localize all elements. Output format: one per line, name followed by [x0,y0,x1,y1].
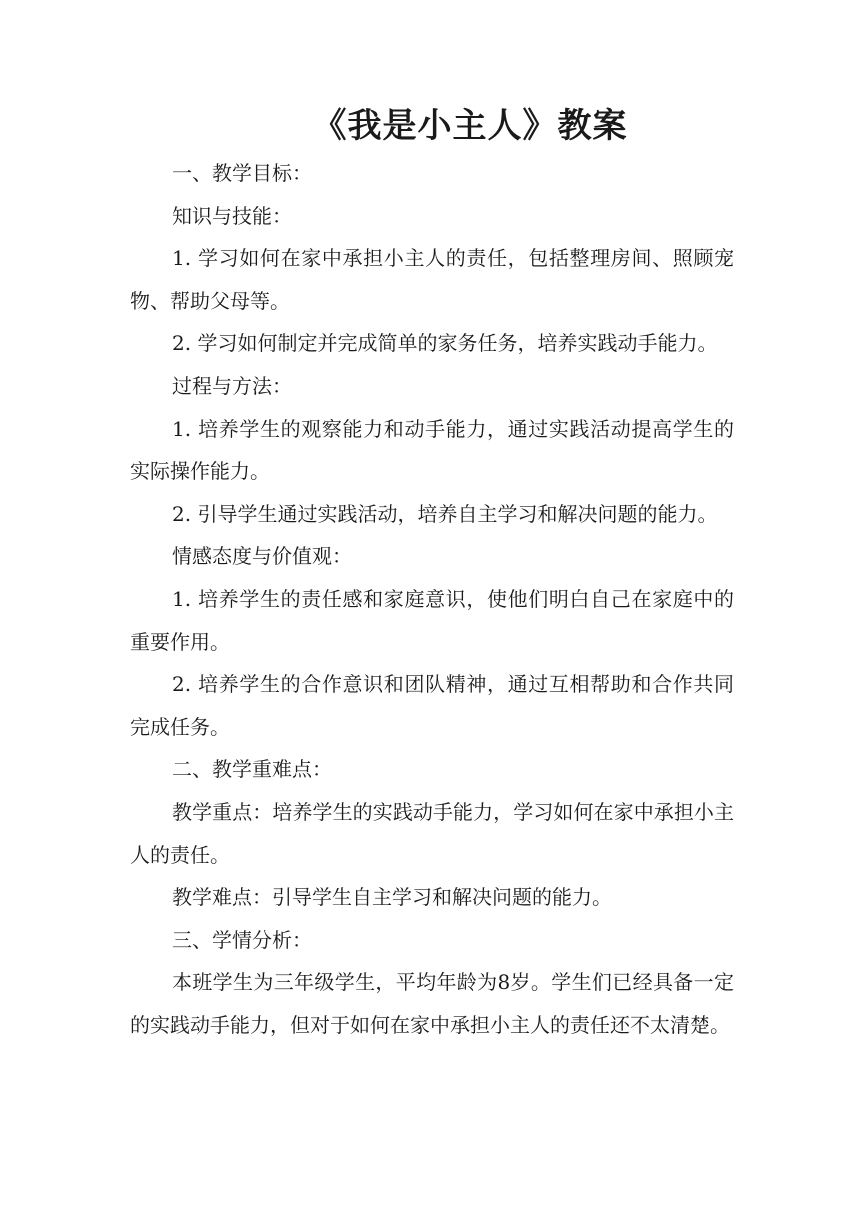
difficult-point-paragraph: 教学难点：引导学生自主学习和解决问题的能力。 [172,885,612,910]
subheading-emotion-values: 情感态度与价值观： [172,544,352,569]
subheading-process-methods: 过程与方法： [172,373,292,398]
list-item: 2. 学习如何制定并完成简单的家务任务，培养实践动手能力。 [172,331,718,356]
section-heading-key-points: 二、教学重难点： [172,757,332,782]
document-title: 《我是小主人》教案 [312,106,628,146]
section-heading-student-analysis: 三、学情分析： [172,927,312,952]
key-point-paragraph: 教学重点：培养学生的实践动手能力，学习如何在家中承担小主人的责任。 [130,799,734,867]
document-body [130,152,734,1046]
list-item: 2. 培养学生的合作意识和团队精神，通过互相帮助和合作共同完成任务。 [130,672,734,739]
list-item: 1. 学习如何在家中承担小主人的责任，包括整理房间、照顾宠物、帮助父母等。 [130,246,734,313]
list-item: 2. 引导学生通过实践活动，培养自主学习和解决问题的能力。 [172,501,718,526]
student-analysis-paragraph: 本班学生为三年级学生，平均年龄为8岁。学生们已经具备一定的实践动手能力，但对于如何在家中承担小主人的责任还不太清楚。 [130,970,734,1037]
subheading-knowledge-skills: 知识与技能： [172,203,292,228]
section-heading-teaching-goals: 一、教学目标： [172,161,312,185]
list-item: 1. 培养学生的观察能力和动手能力，通过实践活动提高学生的实际操作能力。 [130,416,734,484]
list-item: 1. 培养学生的责任感和家庭意识，使他们明白自己在家庭中的重要作用。 [130,586,734,654]
